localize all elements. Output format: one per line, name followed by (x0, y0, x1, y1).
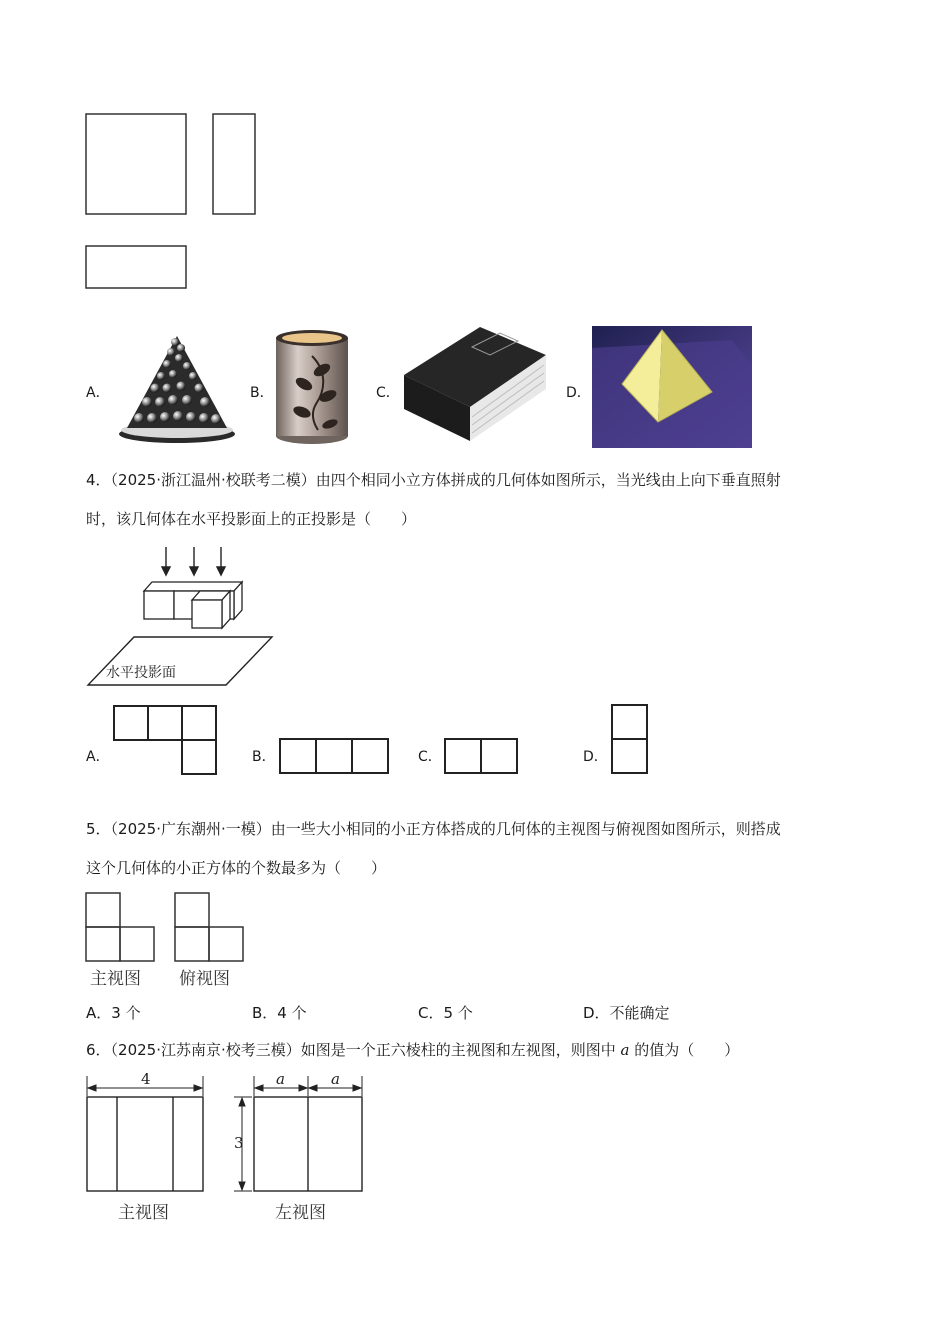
q3-three-views (80, 108, 280, 308)
q6-stem (86, 1040, 739, 1060)
q5-option-d: D．不能确定 (583, 1004, 670, 1022)
q6-dim-width: 4 (141, 1070, 151, 1088)
q3-option-b-label: B． (250, 385, 274, 401)
q5-front-caption: 主视图 (90, 969, 141, 989)
q4-option-c-figure (443, 737, 519, 777)
q3-option-c-label: C． (376, 385, 400, 401)
q3-option-c-image (400, 325, 550, 445)
q6-stem-tail: 的值为（ ） (634, 1041, 740, 1059)
q5-option-a: A．3 个 (86, 1004, 141, 1022)
q4-option-a-figure (112, 704, 222, 776)
q4-plane-label: 水平投影面 (106, 665, 176, 681)
q4-option-d-figure (610, 703, 650, 777)
q3-side-view-rect (213, 114, 255, 214)
q4-stem-line1: 4．（2025·浙江温州·校联考二模）由四个相同小立方体拼成的几何体如图所示，当光线由上向下垂直照射 (86, 471, 781, 489)
q5-option-c: C．5 个 (418, 1004, 473, 1022)
q6-left-caption: 左视图 (275, 1203, 326, 1223)
q5-top-caption: 俯视图 (179, 969, 230, 989)
q3-option-d-label: D． (566, 385, 591, 401)
q6-dim-height: 3 (234, 1134, 244, 1152)
q5-top-view (173, 891, 245, 963)
q6-dim-a1: a (276, 1070, 285, 1088)
q3-option-b-image (272, 326, 352, 446)
q4-option-a-label: A． (86, 749, 110, 765)
q6-front-caption: 主视图 (118, 1203, 169, 1223)
q6-stem-text: 6．（2025·江苏南京·校考三模）如图是一个正六棱柱的主视图和左视图，则图中 (86, 1041, 616, 1059)
q3-option-d-image (592, 326, 752, 448)
q3-front-view-square (86, 114, 186, 214)
q4-stem-line2: 时，该几何体在水平投影面上的正投影是（ ） (86, 510, 417, 528)
q5-stem-line2: 这个几何体的小正方体的个数最多为（ ） (86, 859, 387, 877)
q6-stem-var: a (620, 1041, 630, 1059)
q4-solid-figure (84, 543, 284, 688)
q3-top-view-rect (86, 246, 186, 288)
q4-option-d-label: D． (583, 749, 608, 765)
q5-stem-line1: 5．（2025·广东潮州·一模）由一些大小相同的小正方体搭成的几何体的主视图与俯视图如图所示，则搭成 (86, 820, 781, 838)
q4-option-b-label: B． (252, 749, 276, 765)
q4-option-b-figure (278, 737, 390, 777)
q3-option-a-label: A． (86, 385, 110, 401)
q3-option-a-image (115, 330, 240, 445)
q5-front-view (84, 891, 156, 963)
q4-option-c-label: C． (418, 749, 442, 765)
q5-option-b: B．4 个 (252, 1004, 307, 1022)
q6-dim-a2: a (331, 1070, 340, 1088)
